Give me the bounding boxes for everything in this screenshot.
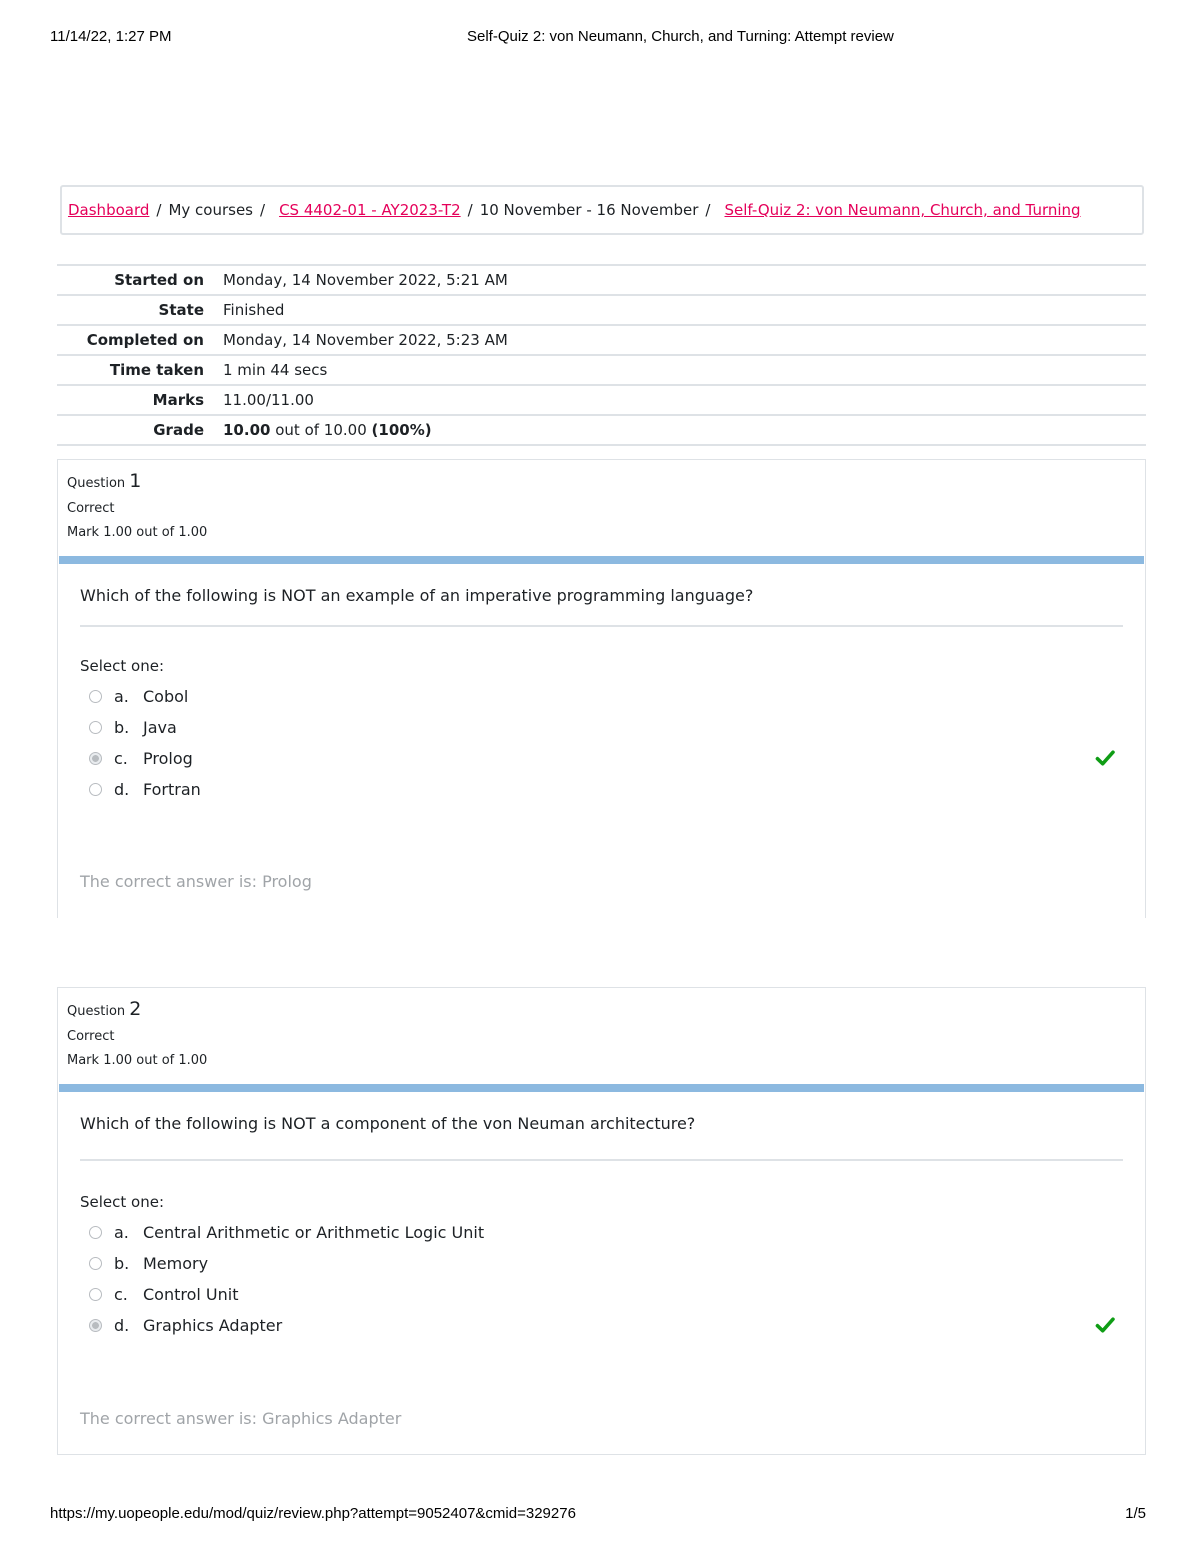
check-icon bbox=[1094, 1314, 1116, 1336]
summary-value: 11.00/11.00 bbox=[223, 391, 314, 409]
option-letter: b. bbox=[114, 718, 130, 737]
grade-percent: (100%) bbox=[371, 421, 432, 439]
option-letter: d. bbox=[114, 1316, 130, 1335]
answer-option-b[interactable] bbox=[80, 712, 1123, 743]
answer-option-c[interactable] bbox=[80, 1279, 1123, 1310]
radio-icon[interactable] bbox=[89, 1319, 102, 1332]
print-datetime: 11/14/22, 1:27 PM bbox=[50, 28, 172, 45]
question-number-value: 2 bbox=[129, 998, 142, 1020]
print-title: Self-Quiz 2: von Neumann, Church, and Turning: Attempt review bbox=[467, 28, 894, 45]
breadcrumb-separator: / bbox=[467, 201, 473, 219]
option-letter: c. bbox=[114, 1285, 128, 1304]
summary-label: State bbox=[158, 301, 204, 319]
breadcrumb-separator: / bbox=[260, 201, 266, 219]
breadcrumb-quiz-link[interactable]: Self-Quiz 2: von Neumann, Church, and Turning bbox=[724, 201, 1081, 219]
radio-icon[interactable] bbox=[89, 721, 102, 734]
option-text: Fortran bbox=[143, 780, 201, 799]
summary-value: Monday, 14 November 2022, 5:23 AM bbox=[223, 331, 508, 349]
radio-icon[interactable] bbox=[89, 1288, 102, 1301]
summary-label: Time taken bbox=[109, 361, 204, 379]
radio-icon[interactable] bbox=[89, 690, 102, 703]
question-number-value: 1 bbox=[129, 470, 142, 492]
correct-answer-feedback: The correct answer is: Graphics Adapter bbox=[80, 1409, 402, 1428]
summary-label: Grade bbox=[153, 421, 204, 439]
breadcrumb-separator: / bbox=[156, 201, 162, 219]
option-text: Memory bbox=[143, 1254, 209, 1273]
summary-label: Completed on bbox=[86, 331, 204, 349]
summary-row-state bbox=[57, 296, 1146, 326]
correct-answer-feedback: The correct answer is: Prolog bbox=[80, 872, 312, 891]
print-page-number: 1/5 bbox=[1125, 1505, 1146, 1522]
summary-row-marks bbox=[57, 386, 1146, 416]
summary-row-time-taken bbox=[57, 356, 1146, 386]
question-card-2 bbox=[57, 987, 1146, 1455]
summary-row-started bbox=[57, 266, 1146, 296]
question-label: Question bbox=[67, 476, 126, 491]
breadcrumb-week: 10 November - 16 November bbox=[479, 201, 699, 219]
summary-row-completed bbox=[57, 326, 1146, 356]
question-label: Question bbox=[67, 1004, 126, 1019]
question-number bbox=[67, 998, 1145, 1020]
option-letter: d. bbox=[114, 780, 130, 799]
summary-value bbox=[222, 421, 1146, 439]
question-divider-bar bbox=[59, 1084, 1144, 1092]
answer-option-b[interactable] bbox=[80, 1248, 1123, 1279]
radio-icon[interactable] bbox=[89, 783, 102, 796]
summary-value: 1 min 44 secs bbox=[223, 361, 328, 379]
question-mark: Mark 1.00 out of 1.00 bbox=[67, 525, 208, 540]
question-info bbox=[58, 460, 1145, 556]
breadcrumb-course-link[interactable]: CS 4402-01 - AY2023-T2 bbox=[279, 201, 461, 219]
question-number bbox=[67, 470, 1145, 492]
question-content bbox=[58, 1092, 1145, 1341]
question-state: Correct bbox=[67, 501, 115, 516]
answer-option-d[interactable] bbox=[80, 1310, 1123, 1341]
question-content bbox=[58, 564, 1145, 805]
summary-value: Finished bbox=[223, 301, 285, 319]
summary-label: Started on bbox=[114, 271, 204, 289]
option-letter: b. bbox=[114, 1254, 130, 1273]
question-text: Which of the following is NOT an example of an imperative programming language? bbox=[80, 586, 1123, 627]
breadcrumb-dashboard-link[interactable]: Dashboard bbox=[68, 201, 150, 219]
grade-out-of: out of 10.00 bbox=[275, 421, 367, 439]
breadcrumb-my-courses: My courses bbox=[168, 201, 253, 219]
answer-option-a[interactable] bbox=[80, 681, 1123, 712]
print-url: https://my.uopeople.edu/mod/quiz/review.php?attempt=9052407&cmid=329276 bbox=[50, 1505, 576, 1522]
summary-value: Monday, 14 November 2022, 5:21 AM bbox=[223, 271, 508, 289]
check-icon bbox=[1094, 747, 1116, 769]
question-state: Correct bbox=[67, 1029, 115, 1044]
select-one-prompt: Select one: bbox=[80, 1193, 165, 1211]
option-letter: a. bbox=[114, 687, 129, 706]
print-header bbox=[0, 28, 1200, 48]
print-footer bbox=[0, 1505, 1200, 1525]
question-text: Which of the following is NOT a component of the von Neuman architecture? bbox=[80, 1114, 1123, 1161]
question-card-1 bbox=[57, 459, 1146, 918]
option-letter: c. bbox=[114, 749, 128, 768]
answer-options bbox=[80, 681, 1123, 805]
grade-value: 10.00 bbox=[223, 421, 271, 439]
select-one-prompt: Select one: bbox=[80, 657, 165, 675]
option-text: Cobol bbox=[143, 687, 189, 706]
summary-row-grade bbox=[57, 416, 1146, 446]
answer-option-d[interactable] bbox=[80, 774, 1123, 805]
summary-label: Marks bbox=[152, 391, 204, 409]
question-divider-bar bbox=[59, 556, 1144, 564]
option-text: Graphics Adapter bbox=[143, 1316, 283, 1335]
option-text: Prolog bbox=[143, 749, 193, 768]
option-text: Central Arithmetic or Arithmetic Logic Unit bbox=[143, 1223, 485, 1242]
attempt-summary-table bbox=[57, 264, 1146, 446]
option-letter: a. bbox=[114, 1223, 129, 1242]
option-text: Java bbox=[143, 718, 177, 737]
answer-option-a[interactable] bbox=[80, 1217, 1123, 1248]
answer-option-c[interactable] bbox=[80, 743, 1123, 774]
breadcrumb bbox=[60, 185, 1144, 235]
question-mark: Mark 1.00 out of 1.00 bbox=[67, 1053, 208, 1068]
radio-icon[interactable] bbox=[89, 1257, 102, 1270]
question-info bbox=[58, 988, 1145, 1084]
radio-icon[interactable] bbox=[89, 1226, 102, 1239]
breadcrumb-separator: / bbox=[705, 201, 711, 219]
radio-icon[interactable] bbox=[89, 752, 102, 765]
answer-options bbox=[80, 1217, 1123, 1341]
option-text: Control Unit bbox=[143, 1285, 239, 1304]
